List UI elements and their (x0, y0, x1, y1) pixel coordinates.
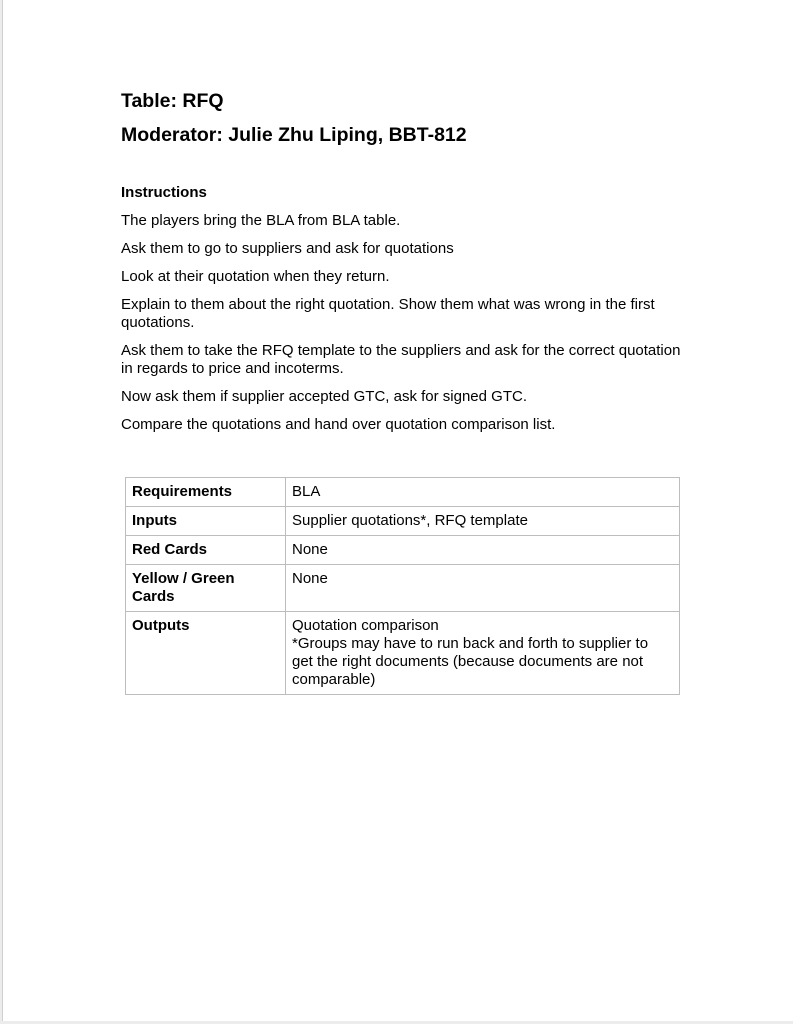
instruction-paragraph: Explain to them about the right quotation. Show them what was wrong in the first quotations. (121, 296, 655, 331)
table-row (126, 507, 680, 536)
page-title: Table: RFQ (121, 90, 224, 112)
instruction-paragraph: Compare the quotations and hand over quotation comparison list. (121, 416, 556, 433)
instruction-paragraph: Now ask them if supplier accepted GTC, ask for signed GTC. (121, 388, 527, 405)
table-row-label: Yellow / Green Cards (126, 565, 286, 612)
instruction-paragraph: Ask them to take the RFQ template to the suppliers and ask for the correct quotation in regards to price and incoterms. (121, 342, 681, 377)
table-row-label: Requirements (126, 478, 286, 507)
table-row-value: BLA (286, 478, 680, 507)
table-row-label: Red Cards (126, 536, 286, 565)
instructions-heading: Instructions (121, 184, 207, 201)
table-row (126, 536, 680, 565)
table-row (126, 478, 680, 507)
table-row (126, 612, 680, 695)
instruction-paragraph: The players bring the BLA from BLA table. (121, 212, 401, 229)
table-row-label: Outputs (126, 612, 286, 695)
instruction-paragraph: Look at their quotation when they return. (121, 268, 390, 285)
rfq-info-table (125, 477, 680, 695)
table-row-value: None (286, 565, 680, 612)
instruction-paragraph: Ask them to go to suppliers and ask for quotations (121, 240, 454, 257)
document-content (121, 89, 691, 444)
table-row-value: Supplier quotations*, RFQ template (286, 507, 680, 536)
table-row-value: Quotation comparison *Groups may have to run back and forth to supplier to get the right documents (because documents are not comparable) (286, 612, 680, 695)
table-row-value: None (286, 536, 680, 565)
moderator-heading: Moderator: Julie Zhu Liping, BBT-812 (121, 124, 467, 146)
table-row (126, 565, 680, 612)
table-row-label: Inputs (126, 507, 286, 536)
